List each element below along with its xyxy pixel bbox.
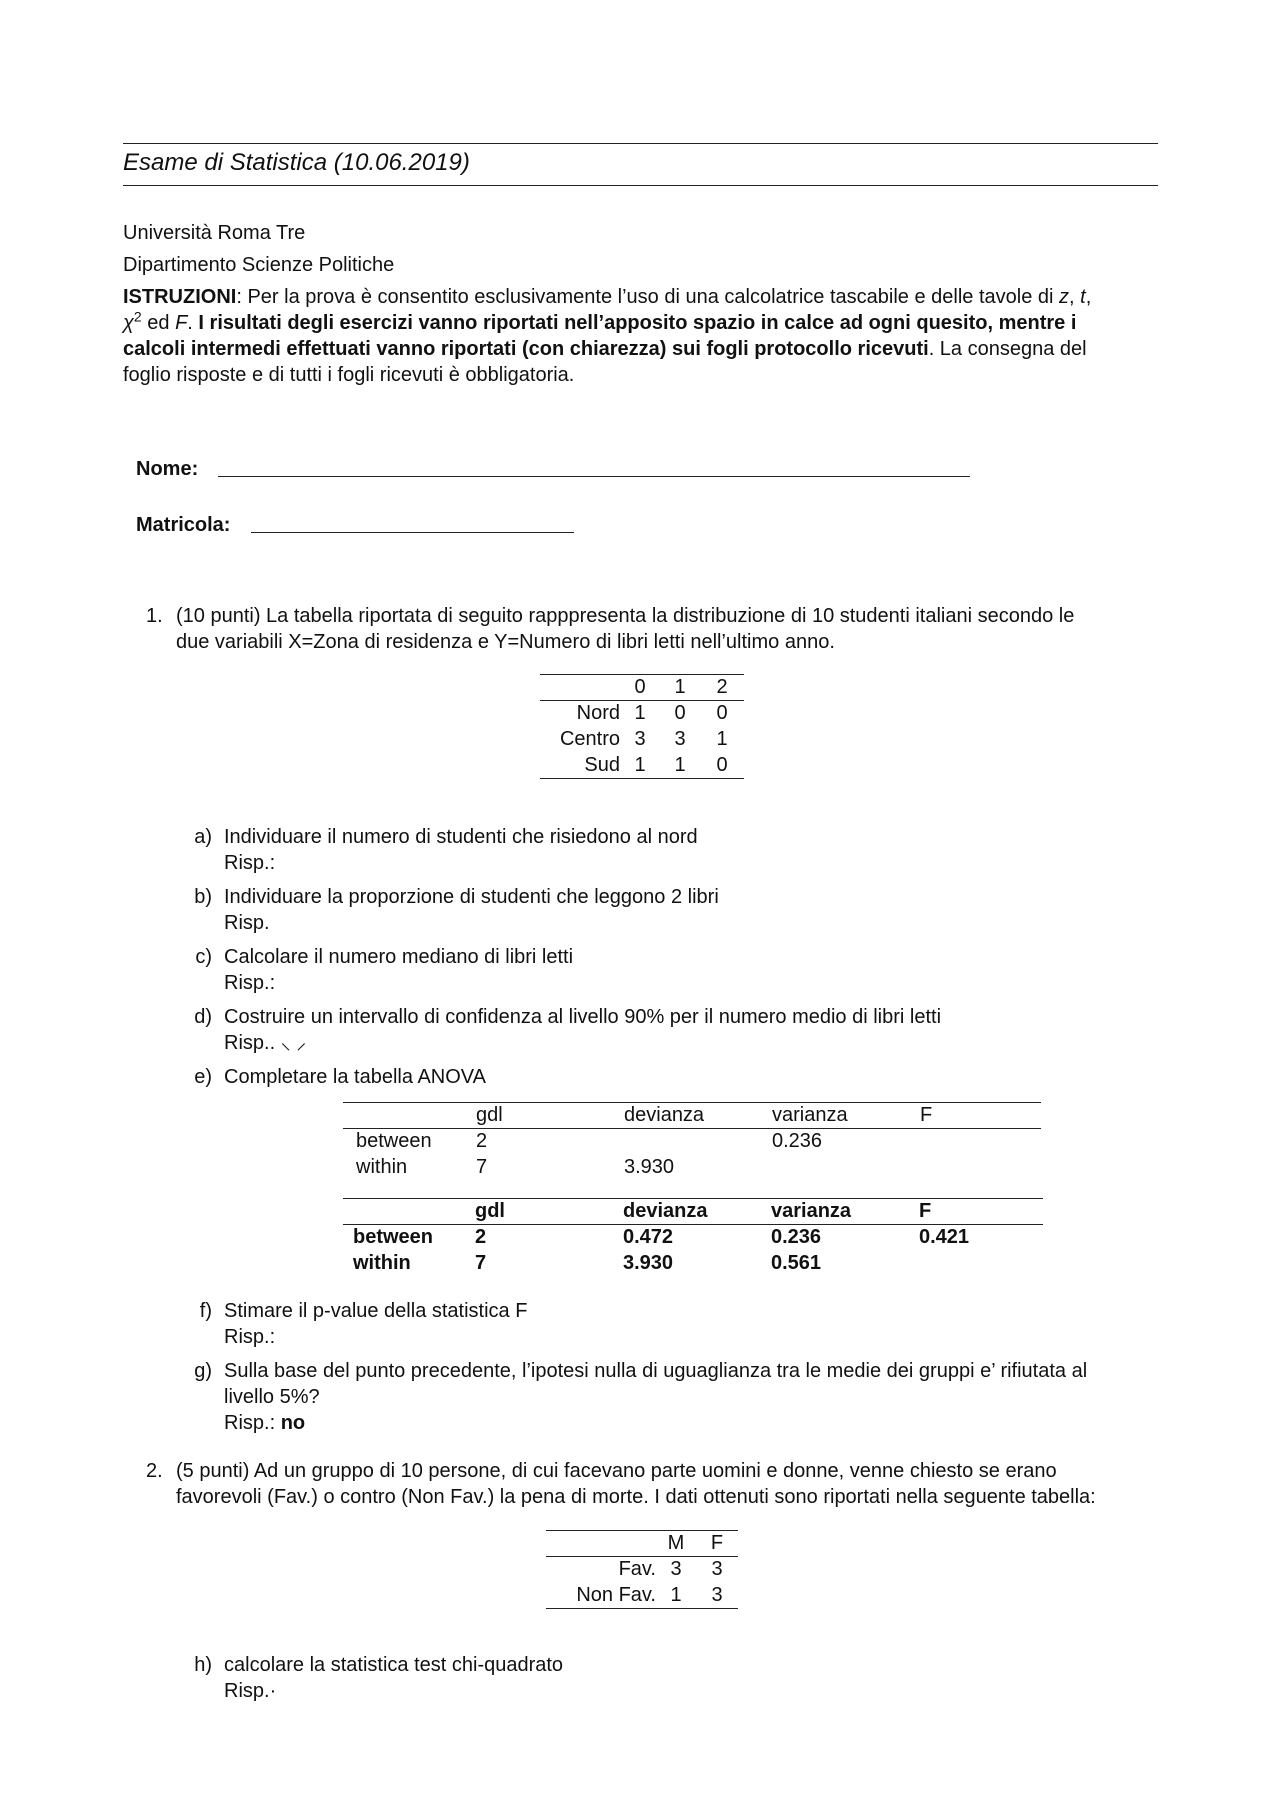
q1-col-header: 1 (674, 676, 686, 698)
item-g-answer: Risp.: no (224, 1412, 306, 1434)
item-f-answer: Risp.: (224, 1326, 276, 1348)
q2-table-bottom-rule (546, 1608, 738, 1609)
q2-number: 2. (146, 1460, 163, 1482)
anova-cell: 0.421 (919, 1226, 970, 1248)
name-field[interactable] (218, 476, 970, 477)
anova-cell: 0.561 (771, 1252, 822, 1274)
q2-col-header: F (710, 1532, 724, 1554)
item-b-text: Individuare la proporzione di studenti che leggono 2 libri (224, 886, 719, 908)
department-name: Dipartimento Scienze Politiche (123, 254, 395, 276)
anova-row-label: between (353, 1226, 434, 1248)
name-label: Nome: (136, 458, 199, 480)
anova-blank-header-row (343, 1102, 1041, 1128)
instructions-line-4: foglio risposte e di tutti i fogli ricevuti è obbligatoria. (123, 364, 575, 386)
anova-cell (920, 1154, 1041, 1180)
table-row (343, 1250, 1043, 1276)
item-g-label: g) (194, 1360, 212, 1382)
anova-blank-table (343, 1102, 1041, 1180)
table-row (546, 1582, 738, 1608)
item-h-text: calcolare la statistica test chi-quadrato (224, 1654, 564, 1676)
q2-text-line-2: favorevoli (Fav.) o contro (Non Fav.) la pena di morte. I dati ottenuti sono riportati nella seguente tabella: (176, 1486, 1096, 1508)
q1-cell: 0 (716, 702, 728, 724)
anova-cell: 3.930 (624, 1156, 675, 1178)
q2-cell: 3 (711, 1584, 723, 1606)
anova-cell: 3.930 (623, 1252, 674, 1274)
anova-row-label: between (356, 1130, 432, 1152)
instructions-line-3: calcoli intermedi effettuati vanno riportati (con chiarezza) sui fogli protocollo ricevuti. La consegna del (123, 338, 1087, 360)
q1-cell: 1 (634, 702, 646, 724)
table-row (343, 1128, 1041, 1154)
item-c-answer: Risp.: (224, 972, 276, 994)
table-row (540, 752, 744, 778)
item-b-label: b) (194, 886, 212, 908)
anova-filled-table (343, 1198, 1043, 1276)
q1-table-header-row (540, 674, 744, 700)
item-a-label: a) (194, 826, 212, 848)
anova-col-header: varianza (772, 1104, 848, 1126)
q1-cell: 3 (634, 728, 646, 750)
q1-text-line-1: (10 punti) La tabella riportata di seguito rapppresenta la distribuzione di 10 studenti italiani secondo le (176, 605, 1075, 627)
q1-cell: 0 (716, 754, 728, 776)
anova-cell (772, 1154, 920, 1180)
q1-cell: 1 (716, 728, 728, 750)
table-row (343, 1224, 1043, 1250)
anova-cell: 0.236 (772, 1130, 823, 1152)
item-d-answer: Risp.. ⸜ ⸝ (224, 1032, 307, 1054)
instructions-line-1: ISTRUZIONI: Per la prova è consentito esclusivamente l’uso di una calcolatrice tascabile e delle tavole di z, t, (123, 286, 1092, 308)
header-top-rule (123, 143, 1158, 144)
header-bottom-rule (123, 185, 1158, 186)
q1-col-header: 2 (716, 676, 728, 698)
q2-row-label: Non Fav. (576, 1584, 656, 1606)
anova-cell: 2 (475, 1226, 487, 1248)
anova-row-label: within (356, 1156, 408, 1178)
anova-cell (919, 1250, 1043, 1276)
anova-filled-header-row (343, 1198, 1043, 1224)
item-b-answer: Risp. (224, 912, 270, 934)
table-row (546, 1556, 738, 1582)
anova-col-header: devianza (623, 1200, 708, 1222)
q1-cell: 0 (674, 702, 686, 724)
item-f-text: Stimare il p-value della statistica F (224, 1300, 528, 1322)
q2-table-header-row (546, 1530, 738, 1556)
item-c-text: Calcolare il numero mediano di libri letti (224, 946, 574, 968)
table-row (540, 700, 744, 726)
q2-row-label: Fav. (618, 1558, 656, 1580)
q1-number: 1. (146, 605, 163, 627)
university-name: Università Roma Tre (123, 222, 306, 244)
instructions-line-2: $\chi^2$ ed F. I risultati degli esercizi vanno riportati nell’apposito spazio in calce ad ogni quesito, mentre i (123, 308, 1077, 334)
anova-col-header: varianza (771, 1200, 852, 1222)
item-e-text: Completare la tabella ANOVA (224, 1066, 486, 1088)
q2-text-line-1: (5 punti) Ad un gruppo di 10 persone, di cui facevano parte uomini e donne, venne chiesto se erano (176, 1460, 1057, 1482)
q2-cell: 3 (711, 1558, 723, 1580)
matricola-field[interactable] (251, 532, 574, 533)
q1-col-header: 0 (634, 676, 646, 698)
q2-table (546, 1530, 738, 1608)
anova-cell: 0.472 (623, 1226, 674, 1248)
q1-cell: 1 (674, 754, 686, 776)
anova-col-header: gdl (475, 1200, 505, 1222)
q1-row-label: Sud (584, 754, 620, 776)
q1-cell: 3 (674, 728, 686, 750)
item-f-label: f) (199, 1300, 212, 1322)
matricola-label: Matricola: (136, 514, 231, 536)
anova-col-header: F (920, 1104, 933, 1126)
item-h-answer: Risp.· (224, 1680, 277, 1702)
item-a-answer: Risp.: (224, 852, 276, 874)
q1-table (540, 674, 744, 778)
item-h-label: h) (194, 1654, 212, 1676)
anova-row-label: within (353, 1252, 411, 1274)
item-c-label: c) (195, 946, 212, 968)
q1-table-bottom-rule (540, 778, 744, 779)
anova-col-header: F (919, 1200, 932, 1222)
table-row (343, 1154, 1041, 1180)
instructions-label: ISTRUZIONI (123, 286, 237, 308)
item-g-text-line-1: Sulla base del punto precedente, l’ipotesi nulla di uguaglianza tra le medie dei gruppi e’ rifiutata al (224, 1360, 1088, 1382)
anova-col-header: gdl (476, 1104, 503, 1126)
anova-cell (624, 1128, 772, 1154)
q2-cell: 3 (670, 1558, 682, 1580)
q1-row-label: Centro (559, 728, 620, 750)
anova-cell: 7 (476, 1156, 488, 1178)
q1-cell: 1 (634, 754, 646, 776)
exam-title: Esame di Statistica (10.06.2019) (123, 149, 470, 176)
table-row (540, 726, 744, 752)
anova-col-header: devianza (624, 1104, 705, 1126)
item-g-answer-value: no (280, 1412, 306, 1434)
item-e-label: e) (194, 1066, 212, 1088)
item-d-text: Costruire un intervallo di confidenza al livello 90% per il numero medio di libri letti (224, 1006, 942, 1028)
anova-cell (920, 1128, 1041, 1154)
item-d-label: d) (194, 1006, 212, 1028)
q2-col-header: M (667, 1532, 685, 1554)
q1-text-line-2: due variabili X=Zona di residenza e Y=Numero di libri letti nell’ultimo anno. (176, 631, 835, 653)
anova-cell: 7 (475, 1252, 487, 1274)
item-g-text-line-2: livello 5%? (224, 1386, 320, 1408)
anova-cell: 0.236 (771, 1226, 822, 1248)
q2-cell: 1 (670, 1584, 682, 1606)
anova-cell: 2 (476, 1130, 488, 1152)
item-a-text: Individuare il numero di studenti che risiedono al nord (224, 826, 698, 848)
q1-row-label: Nord (576, 702, 620, 724)
